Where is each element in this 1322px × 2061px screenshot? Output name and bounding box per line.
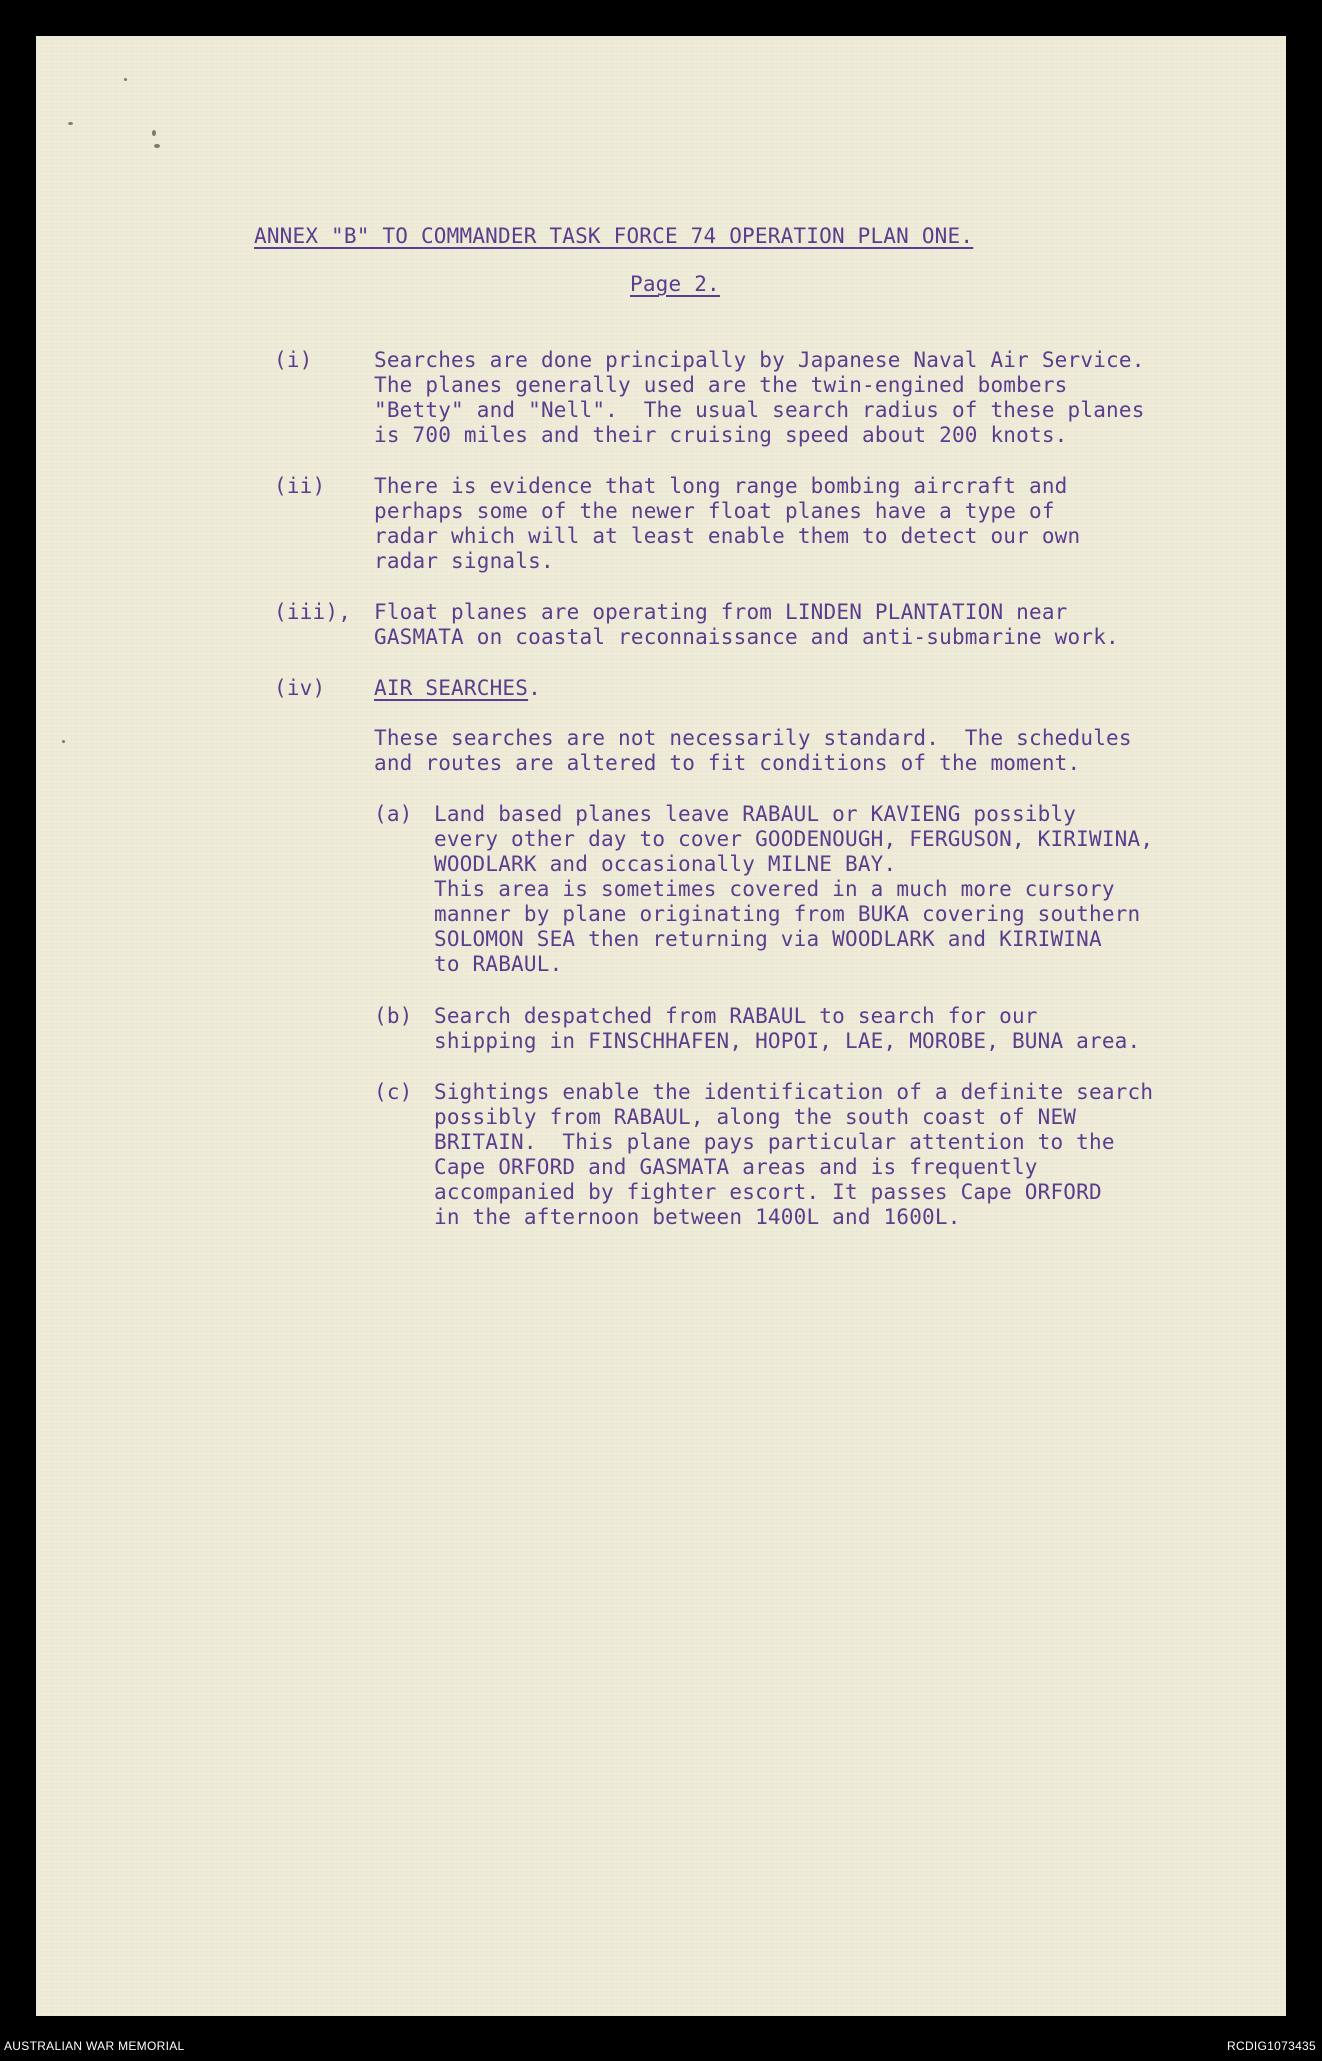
item-line: Float planes are operating from LINDEN PLANTATION near (374, 600, 1068, 624)
subitem-line: in the afternoon between 1400L and 1600L. (434, 1205, 961, 1229)
subitem-label: (a) (374, 802, 413, 826)
item-label: (iv) (274, 676, 326, 700)
paper-speck (124, 78, 127, 81)
document-page (36, 36, 1286, 2016)
heading-suffix: . (528, 676, 541, 700)
item-line: and routes are altered to fit conditions of the moment. (374, 751, 1081, 775)
subitem-line: BRITAIN. This plane pays particular attention to the (434, 1130, 1115, 1154)
subitem-line: manner by plane originating from BUKA covering southern (434, 902, 1141, 926)
subitem-line: to RABAUL. (434, 952, 563, 976)
page-label: Page 2. (630, 272, 720, 296)
item-line: radar which will at least enable them to detect our own (374, 524, 1081, 548)
archive-credit: AUSTRALIAN WAR MEMORIAL (4, 2039, 185, 2053)
paper-speck (154, 144, 160, 148)
paper-speck (152, 130, 156, 136)
air-searches-heading: AIR SEARCHES (374, 676, 529, 700)
paper-speck (62, 740, 65, 743)
subitem-label: (b) (374, 1004, 413, 1028)
item-heading-row (374, 676, 541, 701)
subitem-line: shipping in FINSCHHAFEN, HOPOI, LAE, MOROBE, BUNA area. (434, 1029, 1141, 1053)
subitem-label: (c) (374, 1080, 413, 1104)
subitem-line: SOLOMON SEA then returning via WOODLARK and KIRIWINA (434, 927, 1102, 951)
subitem-line: This area is sometimes covered in a much more cursory (434, 877, 1115, 901)
item-line: Searches are done principally by Japanese Naval Air Service. (374, 348, 1145, 372)
subitem-line: Sightings enable the identification of a definite search (434, 1080, 1154, 1104)
item-label: (i) (274, 348, 313, 372)
subitem-line: possibly from RABAUL, along the south coast of NEW (434, 1105, 1077, 1129)
archive-reference-id: RCDIG1073435 (1227, 2039, 1316, 2053)
subitem-line: Land based planes leave RABAUL or KAVIENG possibly (434, 802, 1077, 826)
item-line: is 700 miles and their cruising speed about 200 knots. (374, 423, 1068, 447)
subitem-line: accompanied by fighter escort. It passes Cape ORFORD (434, 1180, 1102, 1204)
item-line: perhaps some of the newer float planes have a type of (374, 499, 1055, 523)
item-line: "Betty" and "Nell". The usual search radius of these planes (374, 398, 1145, 422)
item-line: radar signals. (374, 549, 554, 573)
subitem-line: WOODLARK and occasionally MILNE BAY. (434, 852, 897, 876)
subitem-line: every other day to cover GOODENOUGH, FERGUSON, KIRIWINA, (434, 827, 1154, 851)
subitem-line: Search despatched from RABAUL to search for our (434, 1004, 1038, 1028)
document-title: ANNEX "B" TO COMMANDER TASK FORCE 74 OPERATION PLAN ONE. (254, 224, 974, 248)
item-label: (ii) (274, 474, 326, 498)
paper-speck (68, 122, 73, 125)
item-line: The planes generally used are the twin-engined bombers (374, 373, 1068, 397)
item-line: There is evidence that long range bombing aircraft and (374, 474, 1068, 498)
item-line: These searches are not necessarily standard. The schedules (374, 726, 1132, 750)
subitem-line: Cape ORFORD and GASMATA areas and is frequently (434, 1155, 1038, 1179)
item-line: GASMATA on coastal reconnaissance and anti-submarine work. (374, 625, 1119, 649)
item-label: (iii), (274, 600, 352, 624)
